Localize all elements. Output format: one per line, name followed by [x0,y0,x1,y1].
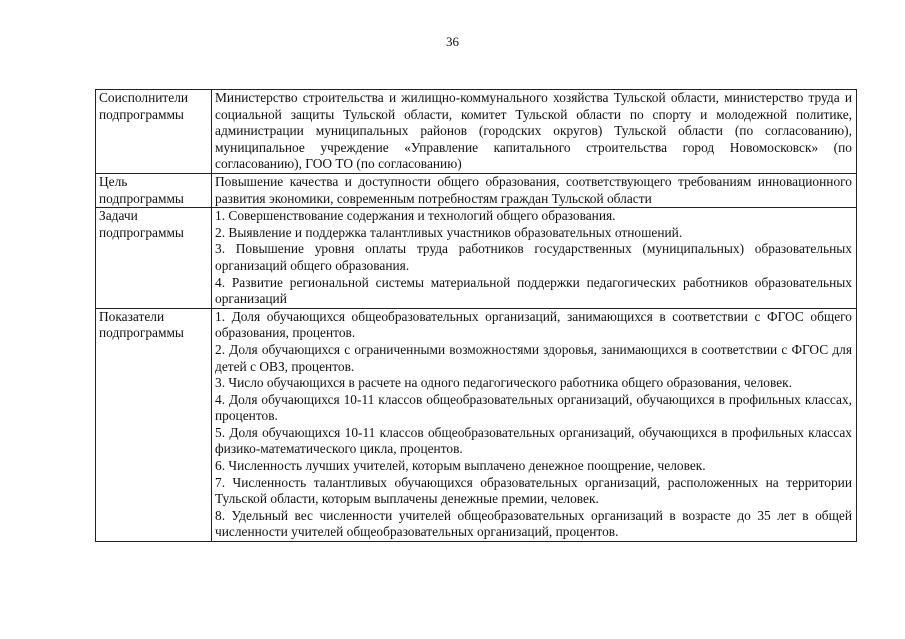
table-row [96,90,857,174]
page-number: 36 [446,34,459,49]
table-row [96,173,857,207]
indicator-item: 5. Доля обучающихся 10-11 классов общеобразовательных организаций, обучающихся в профильных классах физико-математического цикла, процентов. [215,424,852,457]
indicator-item: 7. Численность талантливых обучающихся образовательных организаций, расположенных на территории Тульской области, которым выплачены денежные премии, человек. [215,474,852,507]
task-item: 1. Совершенствование содержания и технологий общего образования. [215,208,616,224]
indicator-item: 8. Удельный вес численности учителей общеобразовательных организаций в возрасте до 35 лет в общей численности учителей общеобразовательных организаций, процентов. [215,507,852,540]
task-item: 3. Повышение уровня оплаты труда работников государственных (муниципальных) образовательных организаций общего образования. [215,241,852,273]
indicator-item: 2. Доля обучающихся с ограниченными возможностями здоровья, занимающихся в соответствии с ФГОС для детей с ОВЗ, процентов. [215,341,852,374]
row-content-tasks [212,208,857,309]
co-executors-text: Министерство строительства и жилищно-коммунального хозяйства Тульской области, министерство труда и социальной защиты Тульской области, комитет Тульской области по спорту и молодежной политике, администрации муниципальных районов (городских округов) Тульской области (по согласованию), муниципальное учреждение «Управление капитального строительства город Новомосковск» (по согласованию), ГОО ТО (по согласованию) [215,90,852,172]
indicator-item: 4. Доля обучающихся 10-11 классов общеобразовательных организаций, обучающихся в профильных классах, процентов. [215,391,852,424]
indicator-item: 3. Число обучающихся в расчете на одного педагогического работника общего образования, человек. [215,375,793,391]
row-label-tasks: Задачи подпрограммы [96,208,212,309]
row-content-indicators [212,308,857,541]
row-label-goal: Цель подпрограммы [96,173,212,207]
table-row [96,308,857,541]
goal-text: Повышение качества и доступности общего образования, соответствующего требованиям инновационного развития экономики, современным потребностям граждан Тульской области [215,173,852,206]
row-label-indicators: Показатели подпрограммы [96,308,212,541]
subprogram-passport-table [95,89,857,542]
indicator-item: 6. Численность лучших учителей, которым выплачено денежное поощрение, человек. [215,458,706,474]
task-item: 2. Выявление и поддержка талантливых участников образовательных отношений. [215,224,683,240]
table-row [96,208,857,309]
row-content-co-executors [212,90,857,174]
task-item: 4. Развитие региональной системы материальной поддержки педагогических работников образовательных организаций [215,274,852,307]
row-content-goal [212,173,857,207]
row-label-co-executors: Соисполнители подпрограммы [96,90,212,174]
indicator-item: 1. Доля обучающихся общеобразовательных организаций, занимающихся в соответствии с ФГОС общего образования, процентов. [215,308,852,341]
